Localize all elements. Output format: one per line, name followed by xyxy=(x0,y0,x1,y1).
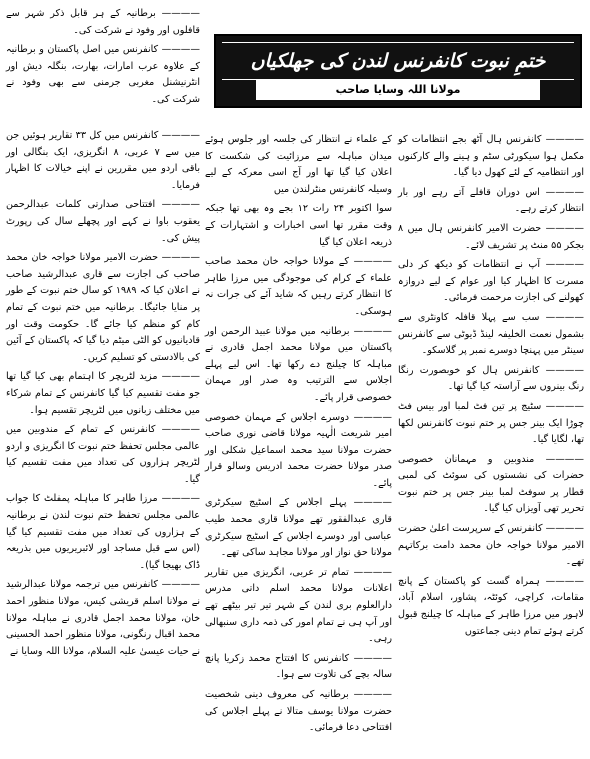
paragraph: ———— اس دوران قافلے آتے رہے اور بار انتظار کرتے رہے۔ xyxy=(398,186,584,215)
left-column-top xyxy=(6,6,200,112)
author-byline: مولانا اللہ وسایا صاحب xyxy=(256,80,540,100)
paragraph: ———— سٹیج پر تین فٹ لمبا اور بیس فٹ چوڑا ایک بینر جس پر ختم نبوت کانفرنس لکھا تھا، لگایا گیا۔ xyxy=(398,400,584,446)
paragraph: ———— حضرت الامیر مولانا خواجہ خان محمد صاحب کی اجازت سے قاری عبدالرشید صاحب نے اعلان کیا کہ ۱۹۸۹ کو سال ختم نبوت کے طور پر منایا جائیگا۔ برطانیہ میں ختم نبوت کے تمام کام کو منظم کیا جائے گا۔ حکومت وقت اور قادیانیوں کو الٹی میٹم دیا گیا کہ پاکستان کے آئین کی بالادستی کو تسلیم کریں۔ xyxy=(6,252,200,363)
paragraph: ———— مزید لٹریچر کا اہتمام بھی کیا گیا تھا جو مفت تقسیم کیا گیا کانفرنس کے تمام شرکاء میں مختلف زبانوں میں لٹریچر تقسیم ہوا۔ xyxy=(6,371,200,416)
paragraph: ———— ہمراہ گست کو پاکستان کے پانچ مقامات، کراچی، کوئٹہ، پشاور، اسلام آباد، لاہور میں مرزا طاہر کے مباہلہ کا چیلنج قبول کرتے ہوئے تمام دینی جماعتوں xyxy=(398,575,584,637)
paragraph: سوا اکتوبر ۲۴ رات ۱۲ بجے وہ بھی تھا جبکہ وقت مقرر تھا اسی اخبارات و اشتہارات کے ذریعہ اعلان کیا گیا xyxy=(205,203,392,248)
paragraph: ———— کانفرنس ہال کو خوبصورت رنگا رنگ بینروں سے آراستہ کیا گیا تھا۔ xyxy=(398,364,584,393)
paragraph: کے علماء نے انتظار کی جلسہ اور جلوس ہوئے میدان مباہلہ سے مرزائیت کی شکست کا اعلان کیا گیا تھا اور آج اسی معرکہ کے لیے وسیلہ کانفرنس منٹرلندن میں xyxy=(205,134,392,195)
paragraph: ———— برطانیہ میں مولانا عبید الرحمن اور پاکستان میں مولانا محمد اجمل قادری نے مباہلہ کا چیلنج دے رکھا تھا۔ اس لیے پہلے اجلاس سے الترتیب وہ صدر اور مہمان خصوصی قرار پائے۔ xyxy=(205,325,392,403)
paragraph: ———— آپ نے انتظامات کو دیکھ کر دلی مسرت کا اظہار کیا اور عوام کے لیے دروازہ کھولنے کی اجازت مرحمت فرمائی۔ xyxy=(398,259,584,304)
left-column xyxy=(6,128,200,663)
paragraph: ———— پہلے اجلاس کے اسٹیج سیکرٹری قاری عبدالفقور تھے مولانا قاری محمد طیب عباسی اور دوسرے اجلاس کے اسٹیج سیکرٹری مولانا حق نواز اور مولانا مجاہد ساکی تھے۔ xyxy=(205,497,392,559)
paragraph: ———— کانفرنس کا افتتاح محمد زکریا پانچ سالہ بچے کی تلاوت سے ہوا۔ xyxy=(205,652,392,681)
right-column xyxy=(398,132,584,643)
paragraph: ———— کانفرنس کے تمام کے مندوبین میں عالمی مجلس تحفظ ختم نبوت کا انگریزی و اردو لٹریچر ہزاروں کی تعداد میں مفت تقسیم کیا گیا۔ xyxy=(6,424,200,485)
paragraph: ———— کانفرنس میں کل ۳۳ تقاریر ہوئیں جن میں سے ۷ عربی، ۸ انگریزی، ایک بنگالی اور باقی اردو میں مقررین نے اپنے خیالات کا اظہار فرمایا۔ xyxy=(6,130,200,191)
paragraph: ———— کانفرنس کے سرپرست اعلیٰ حضرت الامیر مولانا خواجہ خان محمد دامت برکاتہم تھے۔ xyxy=(398,523,584,568)
paragraph: ———— افتتاحی صدارتی کلمات عبدالرحمن یعقوب باوا نے کہے اور پچھلے سال کی رپورٹ پیش کی۔ xyxy=(6,199,200,244)
paragraph: ———— تمام تر عربی، انگریزی میں تقاریر اعلانات مولانا محمد اسلم داتی مدرس دارالعلوم بری لندن کے شہر تیر تیر بیٹھے تھے اور آپ ہی نے تمام امور کی ذمہ داری سنبھالی رہی۔ xyxy=(205,566,392,645)
paragraph: ———— برطانیہ کی معروف دینی شخصیت حضرت مولانا یوسف متالا نے پہلے اجلاس کی افتتاحی دعا فرمائی۔ xyxy=(205,689,392,734)
paragraph: ———— کانفرنس ہال آٹھ بجے انتظامات کو مکمل ہوا سیکورٹی سٹم و ہینے والے کارکنوں اور انتظامیہ کے لئے کھول دیا گیا۔ xyxy=(398,134,584,179)
paragraph: ———— حضرت الامیر کانفرنس ہال میں ۸ بجکر ۵۵ منٹ پر تشریف لائے۔ xyxy=(398,222,584,251)
paragraph: ———— کانفرنس میں اصل پاکستان و برطانیہ کے علاوہ عرب امارات، بھارت، بنگلہ دیش اور انٹرنیشنل مغربی جرمنی سے بھی وفود نے شرکت کی۔ xyxy=(6,44,200,105)
article-title: ختمِ نبوت کانفرنس لندن کی جھلکیاں xyxy=(222,42,574,80)
middle-column xyxy=(205,132,392,740)
paragraph: ———— سب سے پہلا قافلہ کاونٹری سے بشمول نعمت الخلیفہ لینڈ ڈیوٹی سے کانفرنس سینٹر میں پہنچا دوسرے نمبر پر گلاسکو۔ xyxy=(398,311,584,357)
article-title-box xyxy=(214,34,582,108)
paragraph: ———— دوسرے اجلاس کے مہمان خصوصی امیر شریعت الٰہیہ مولانا قاضی نوری صاحب حضرت مولانا سید محمد اسماعیل شکلی اور صدر مولانا حضرت محمد ادریس وسالو قرار پائے۔ xyxy=(205,411,392,489)
paragraph: ———— کے مولانا خواجہ خان محمد صاحب علماء کے کرام کی موجودگی میں مرزا طاہر کا انتظار کرتے رہیں کہ شاید آئے کی جرات نہ ہوسکی۔ xyxy=(205,256,392,317)
paragraph: ———— مندوبین و مہمانان خصوصی حضرات کی نشستوں کی سوئٹ کی لمبی قطار پر سوفٹ لمبا بینر جس پر ختم نبوت تحریر تھی آویزاں کیا گیا۔ xyxy=(398,453,584,515)
paragraph: ———— مرزا طاہر کا مباہلہ پمفلٹ کا جواب عالمی مجلس تحفظ ختم نبوت لندن نے برطانیہ کے ہزاروں کی تعداد میں مفت تقسیم کیا گیا (اس سے قبل مساجد اور لائبریریوں میں بذریعہ ڈاک بھیجا گیا)۔ xyxy=(6,493,200,571)
paragraph: ———— برطانیہ کے ہر قابل ذکر شہر سے قافلوں اور وفود نے شرکت کی۔ xyxy=(6,8,200,36)
paragraph: ———— کانفرنس میں ترجمہ مولانا عبدالرشید نے مولانا اسلم قریشی کیس، مولانا منظور احمد خان، مولانا محمد اجمل قادری نے مباہلہ مولانا محمد اقبال رنگونی، مولانا منظور احمد الحسینی نے حیات عیسیٰ علیہ السلام، مولانا اللہ وسایا نے xyxy=(6,579,200,657)
